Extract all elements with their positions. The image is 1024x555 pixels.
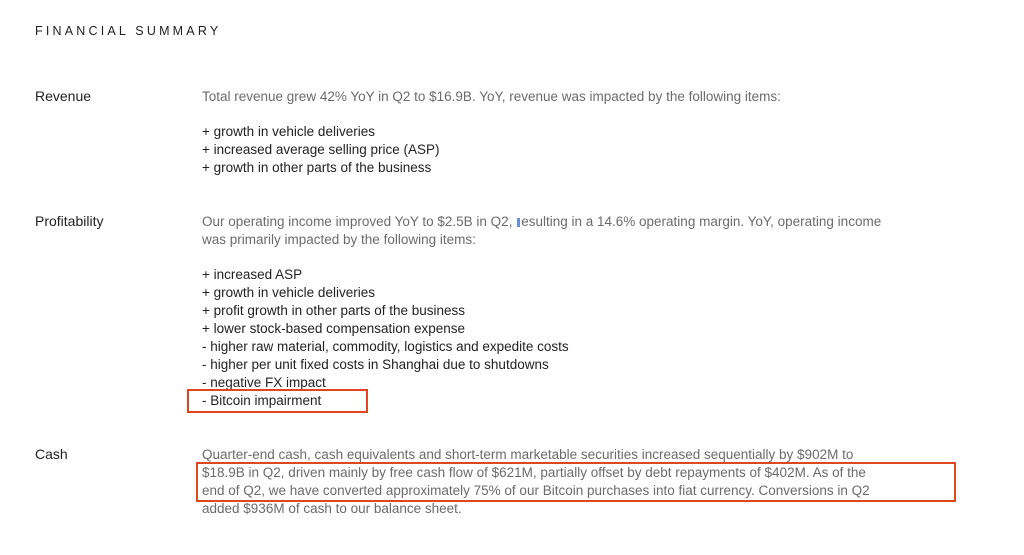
revenue-item: + growth in other parts of the business	[202, 160, 432, 175]
profitability-item: + growth in vehicle deliveries	[202, 285, 375, 300]
profitability-intro-part: esulting in a 14.6% operating margin. YoY, operating income	[521, 214, 882, 229]
profitability-item: + increased ASP	[202, 267, 303, 282]
cash-line: Quarter-end cash, cash equivalents and short-term marketable securities increased sequentially by $902M to	[202, 447, 854, 462]
revenue-label: Revenue	[35, 88, 92, 104]
cash-line: added $936M of cash to our balance sheet.	[202, 501, 462, 516]
cash-highlight	[196, 462, 956, 502]
profitability-label: Profitability	[35, 213, 104, 229]
profitability-item: - higher raw material, commodity, logistics and expedite costs	[202, 339, 569, 354]
revenue-item: + increased average selling price (ASP)	[202, 142, 440, 157]
profitability-item: - Bitcoin impairment	[202, 393, 322, 408]
cash-line: $18.9B in Q2, driven mainly by free cash flow of $621M, partially offset by debt repayments of $402M. As of the	[202, 465, 866, 480]
page-title: FINANCIAL SUMMARY	[35, 24, 222, 38]
profitability-item: - higher per unit fixed costs in Shanghai due to shutdowns	[202, 357, 549, 372]
profitability-item: + lower stock-based compensation expense	[202, 321, 466, 336]
text-cursor-icon	[517, 218, 520, 227]
profitability-item: - negative FX impact	[202, 375, 326, 390]
cash-line: end of Q2, we have converted approximately 75% of our Bitcoin purchases into fiat currency. Conversions in Q2	[202, 483, 870, 498]
bitcoin-impairment-highlight	[187, 389, 368, 413]
revenue-intro: Total revenue grew 42% YoY in Q2 to $16.9B. YoY, revenue was impacted by the following items:	[202, 89, 781, 104]
revenue-item: + growth in vehicle deliveries	[202, 124, 375, 139]
profitability-item: + profit growth in other parts of the business	[202, 303, 466, 318]
cash-label: Cash	[35, 446, 68, 462]
profitability-intro-part: Our operating income improved YoY to $2.5B in Q2,	[202, 214, 517, 229]
profitability-intro-line	[202, 213, 881, 231]
profitability-intro-line: was primarily impacted by the following items:	[202, 232, 476, 247]
